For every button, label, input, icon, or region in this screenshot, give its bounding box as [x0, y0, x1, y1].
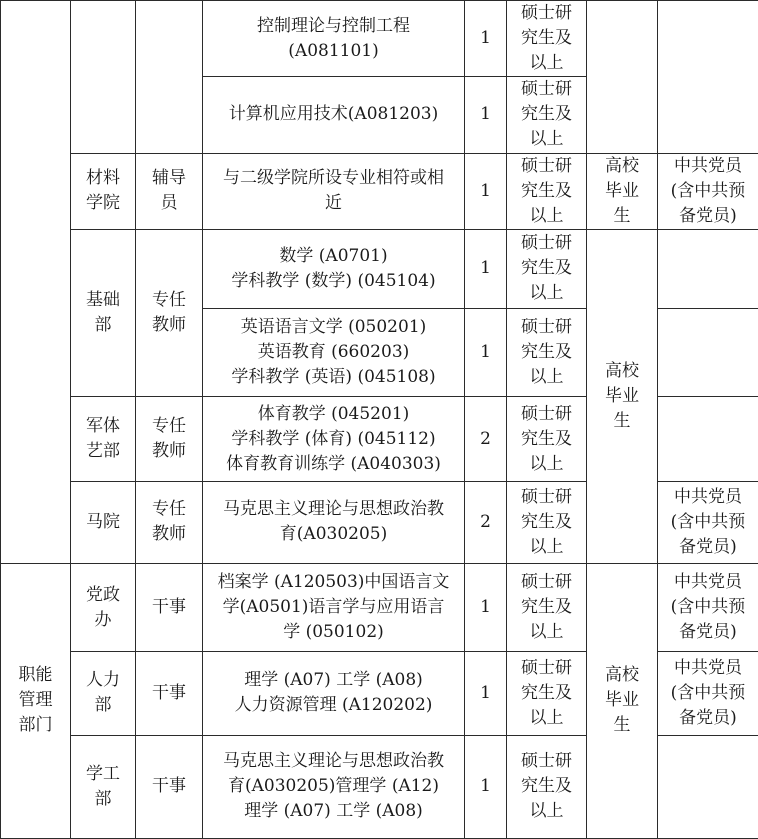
position-line: 专任	[152, 416, 186, 437]
major-line: 理学 (A07) 工学 (A08)	[244, 801, 423, 822]
department-cell	[71, 229, 136, 397]
major-line: 计算机应用技术(A081203)	[228, 104, 439, 125]
position-line: 教师	[152, 524, 186, 545]
political-line: (含中共预	[670, 597, 746, 618]
major-cell	[203, 229, 465, 308]
political-line: (含中共预	[670, 682, 746, 703]
unit-line: 职能	[18, 665, 53, 686]
position-cell	[136, 229, 203, 397]
position-cell	[136, 563, 203, 651]
department-line: 部	[94, 788, 112, 809]
major-line: (A081101)	[288, 40, 379, 61]
major-line: 数学 (A0701)	[279, 245, 388, 266]
department-line: 马院	[86, 511, 120, 532]
major-cell	[203, 309, 465, 397]
education-cell	[507, 1, 587, 77]
major-line: 马克思主义理论与思想政治教	[223, 499, 444, 520]
department-cell	[71, 735, 136, 838]
count-cell: 1	[465, 563, 507, 651]
requirement-cell	[587, 563, 658, 838]
major-cell	[203, 153, 465, 229]
unit-line: 部门	[18, 715, 53, 736]
major-line: 英语教育 (660203)	[257, 342, 410, 363]
major-line: 理学 (A07) 工学 (A08)	[244, 670, 423, 691]
department-line: 军体	[86, 416, 120, 437]
major-cell	[203, 397, 465, 481]
department-line: 部	[94, 695, 112, 716]
education-cell	[507, 397, 587, 481]
requirement-cell	[587, 153, 658, 229]
education-line: 以上	[529, 53, 564, 74]
education-line: 究生及	[521, 776, 572, 797]
major-line: 与二级学院所设专业相符或相	[223, 168, 444, 189]
major-cell	[203, 1, 465, 77]
major-line: 体育教育训练学 (A040303)	[226, 453, 441, 474]
requirement-line: 毕业	[605, 385, 639, 406]
position-cell	[136, 397, 203, 481]
political-line: 备党员)	[679, 536, 737, 557]
position-cell-blank	[136, 1, 203, 154]
department-cell	[71, 153, 136, 229]
count-cell: 1	[465, 229, 507, 308]
political-cell-blank	[658, 229, 758, 308]
count-cell: 1	[465, 153, 507, 229]
education-line: 硕士研	[521, 317, 572, 338]
major-line: 育(A030205)	[279, 524, 388, 545]
education-line: 以上	[529, 453, 564, 474]
requirement-line: 生	[613, 715, 631, 736]
education-cell	[507, 652, 587, 735]
education-line: 硕士研	[521, 657, 572, 678]
education-line: 以上	[529, 283, 564, 304]
position-line: 专任	[152, 499, 186, 520]
position-line: 干事	[152, 776, 186, 797]
major-cell	[203, 652, 465, 735]
requirement-line: 生	[613, 410, 631, 431]
position-line: 专任	[152, 290, 186, 311]
department-cell	[71, 397, 136, 481]
count-cell: 2	[465, 397, 507, 481]
department-line: 学工	[86, 763, 120, 784]
political-line: 中共党员	[674, 155, 742, 176]
major-line: 近	[325, 193, 342, 214]
education-cell	[507, 563, 587, 651]
political-line: 备党员)	[679, 622, 737, 643]
major-line: 学 (050102)	[283, 622, 384, 643]
education-line: 硕士研	[521, 486, 572, 507]
count-cell: 1	[465, 309, 507, 397]
table-row	[1, 153, 758, 229]
position-cell	[136, 481, 203, 563]
political-line: 中共党员	[674, 572, 742, 593]
department-cell	[71, 652, 136, 735]
department-cell	[71, 481, 136, 563]
education-line: 究生及	[521, 28, 572, 49]
major-cell	[203, 735, 465, 838]
major-cell	[203, 563, 465, 651]
position-cell	[136, 153, 203, 229]
table-row	[1, 563, 758, 651]
major-cell	[203, 481, 465, 563]
education-line: 究生及	[521, 258, 572, 279]
count-cell: 1	[465, 735, 507, 838]
major-line: 马克思主义理论与思想政治教	[223, 751, 444, 772]
major-line: 学科教学 (体育) (045112)	[231, 428, 436, 449]
education-line: 以上	[529, 801, 564, 822]
department-line: 党政	[86, 584, 120, 605]
count-cell: 2	[465, 481, 507, 563]
requirement-line: 高校	[605, 665, 639, 686]
education-line: 究生及	[521, 597, 572, 618]
education-cell	[507, 481, 587, 563]
education-line: 以上	[529, 622, 564, 643]
department-line: 基础	[86, 290, 120, 311]
count-cell: 1	[465, 1, 507, 77]
requirement-cell-blank	[587, 1, 658, 154]
political-cell-blank	[658, 735, 758, 838]
education-line: 以上	[529, 536, 564, 557]
table-row	[1, 229, 758, 308]
department-line: 学院	[86, 193, 120, 214]
position-line: 员	[160, 193, 178, 214]
major-line: 学科教学 (数学) (045104)	[231, 270, 436, 291]
department-line: 部	[94, 315, 112, 336]
education-line: 以上	[529, 129, 564, 150]
position-line: 教师	[152, 441, 186, 462]
education-line: 硕士研	[521, 403, 572, 424]
requirement-line: 生	[613, 205, 631, 226]
political-line: 备党员)	[679, 205, 737, 226]
department-line: 艺部	[86, 441, 120, 462]
unit-cell	[1, 563, 71, 838]
major-line: 英语语言文学 (050201)	[240, 317, 427, 338]
position-cell	[136, 652, 203, 735]
table-row	[1, 1, 758, 77]
requirement-line: 高校	[605, 360, 639, 381]
major-line: 学(A0501)语言学与应用语言	[222, 597, 445, 618]
education-cell	[507, 229, 587, 308]
position-line: 教师	[152, 315, 186, 336]
education-cell	[507, 153, 587, 229]
major-cell	[203, 77, 465, 153]
major-line: 档案学 (A120503)中国语言文	[217, 572, 450, 593]
position-cell	[136, 735, 203, 838]
political-cell-blank	[658, 309, 758, 397]
education-line: 究生及	[521, 682, 572, 703]
education-cell	[507, 309, 587, 397]
education-line: 究生及	[521, 180, 572, 201]
major-line: 体育教学 (045201)	[257, 403, 410, 424]
position-line: 辅导	[152, 168, 186, 189]
department-line: 办	[94, 609, 112, 630]
department-cell	[71, 563, 136, 651]
major-line: 控制理论与控制工程	[257, 15, 410, 36]
requirement-line: 毕业	[605, 690, 639, 711]
education-line: 以上	[529, 707, 564, 728]
major-line: 育(A030205)管理学 (A12)	[227, 776, 439, 797]
requirement-cell	[587, 229, 658, 563]
political-cell-blank	[658, 397, 758, 481]
education-line: 硕士研	[521, 751, 572, 772]
department-cell-blank	[71, 1, 136, 154]
count-cell: 1	[465, 77, 507, 153]
education-line: 硕士研	[521, 79, 572, 100]
requirement-line: 高校	[605, 155, 639, 176]
major-line: 人力资源管理 (A120202)	[234, 695, 433, 716]
count-cell: 1	[465, 652, 507, 735]
unit-line: 管理	[18, 690, 53, 711]
major-line: 学科教学 (英语) (045108)	[231, 367, 436, 388]
education-cell	[507, 735, 587, 838]
education-line: 究生及	[521, 104, 572, 125]
political-cell	[658, 652, 758, 735]
political-cell	[658, 153, 758, 229]
education-line: 硕士研	[521, 3, 572, 24]
education-line: 以上	[529, 367, 564, 388]
education-line: 究生及	[521, 428, 572, 449]
department-line: 材料	[86, 168, 120, 189]
education-line: 硕士研	[521, 155, 572, 176]
department-line: 人力	[86, 670, 120, 691]
political-line: (含中共预	[670, 180, 746, 201]
education-line: 硕士研	[521, 233, 572, 254]
political-line: 中共党员	[674, 486, 742, 507]
requirement-line: 毕业	[605, 180, 639, 201]
political-cell-blank	[658, 1, 758, 154]
education-cell	[507, 77, 587, 153]
education-line: 硕士研	[521, 572, 572, 593]
education-line: 以上	[529, 205, 564, 226]
position-line: 干事	[152, 682, 186, 703]
political-cell	[658, 563, 758, 651]
political-line: 备党员)	[679, 707, 737, 728]
education-line: 究生及	[521, 511, 572, 532]
political-line: (含中共预	[670, 511, 746, 532]
political-cell	[658, 481, 758, 563]
position-line: 干事	[152, 597, 186, 618]
political-line: 中共党员	[674, 657, 742, 678]
education-line: 究生及	[521, 342, 572, 363]
unit-cell-blank	[1, 1, 71, 564]
